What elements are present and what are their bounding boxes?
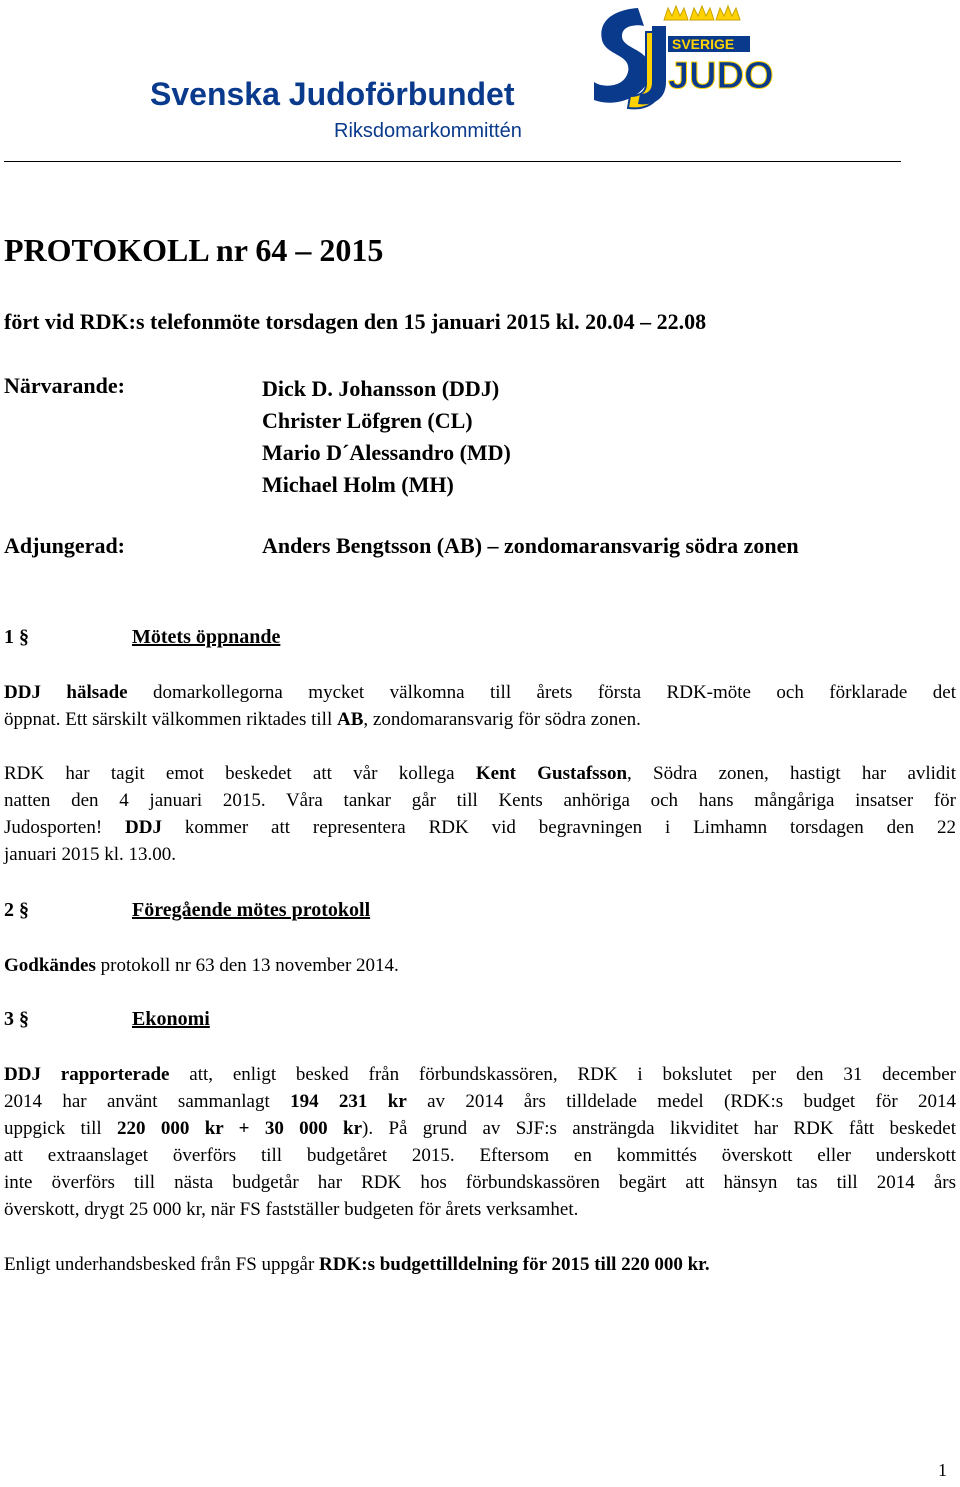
text-line: DDJ hälsade domarkollegorna mycket välkomna till årets första RDK-möte och förklarade det (4, 682, 956, 703)
section-2-paragraph (4, 952, 956, 979)
text-line: Enligt underhandsbesked från FS uppgår RDK:s budgettilldelning för 2015 till 220 000 kr. (4, 1254, 710, 1275)
section-3-paragraph-2 (4, 1251, 956, 1278)
logo-judo-text: JUDO (668, 55, 774, 97)
present-names (262, 373, 511, 501)
text-line: RDK har tagit emot beskedet att vår kollega Kent Gustafsson, Södra zonen, hastigt har avlidit (4, 763, 956, 784)
section-number: 3 § (4, 1008, 29, 1030)
section-3-heading (4, 1008, 210, 1031)
section-1-paragraph-2 (4, 760, 956, 868)
text-line: överskott, drygt 25 000 kr, när FS fastställer budgeten för årets verksamhet. (4, 1199, 579, 1220)
text-line: natten den 4 januari 2015. Våra tankar går till Kents anhöriga och hans mångåriga insatser för (4, 790, 956, 811)
section-3-paragraph-1 (4, 1061, 956, 1223)
text-line: januari 2015 kl. 13.00. (4, 844, 177, 865)
present-name: Christer Löfgren (CL) (262, 408, 473, 433)
section-number: 1 § (4, 626, 29, 648)
adjunct-label: Adjungerad: (4, 533, 126, 558)
text-line: Judosporten! DDJ kommer att representera RDK vid begravningen i Limhamn torsdagen den 22 (4, 817, 956, 838)
present-name: Michael Holm (MH) (262, 472, 454, 497)
section-1-heading (4, 626, 280, 649)
section-number: 2 § (4, 899, 29, 921)
logo-sverige-text: SVERIGE (672, 36, 735, 52)
page-number: 1 (938, 1460, 947, 1480)
present-name: Dick D. Johansson (DDJ) (262, 376, 500, 401)
text-line: inte överförs till nästa budgetår har RDK hos förbundskassören begärt att hänsyn tas till 2014 års (4, 1172, 956, 1193)
present-name: Mario D´Alessandro (MD) (262, 440, 511, 465)
section-title: Föregående mötes protokoll (132, 899, 371, 921)
text-line: Godkändes protokoll nr 63 den 13 november 2014. (4, 955, 399, 976)
header-divider (4, 161, 901, 162)
section-title: Ekonomi (132, 1008, 210, 1030)
document-subtitle: fört vid RDK:s telefonmöte torsdagen den 15 januari 2015 kl. 20.04 – 22.08 (4, 309, 707, 334)
section-1-paragraph-1 (4, 679, 956, 733)
committee-name: Riksdomarkommittén (334, 120, 522, 142)
document-title: PROTOKOLL nr 64 – 2015 (4, 232, 384, 268)
text-line: 2014 har använt sammanlagt 194 231 kr av 2014 års tilldelade medel (RDK:s budget för 2014 (4, 1091, 957, 1112)
text-line: att extraanslaget överförs till budgetåret 2015. Eftersom en kommittés överskott eller underskott (4, 1145, 956, 1166)
section-2-heading (4, 899, 370, 922)
present-label: Närvarande: (4, 373, 125, 398)
sverige-judo-logo (592, 2, 774, 114)
organization-name: Svenska Judoförbundet (150, 76, 515, 112)
adjunct-name: Anders Bengtsson (AB) – zondomaransvarig södra zonen (262, 533, 799, 558)
text-line: öppnat. Ett särskilt välkommen riktades till AB, zondomaransvarig för södra zonen. (4, 709, 641, 730)
text-line: DDJ rapporterade att, enligt besked från förbundskassören, RDK i bokslutet per den 31 december (4, 1064, 956, 1085)
text-line: uppgick till 220 000 kr + 30 000 kr). På grund av SJF:s ansträngda likviditet har RDK fått beskedet (4, 1118, 957, 1139)
section-title: Mötets öppnande (132, 626, 281, 648)
